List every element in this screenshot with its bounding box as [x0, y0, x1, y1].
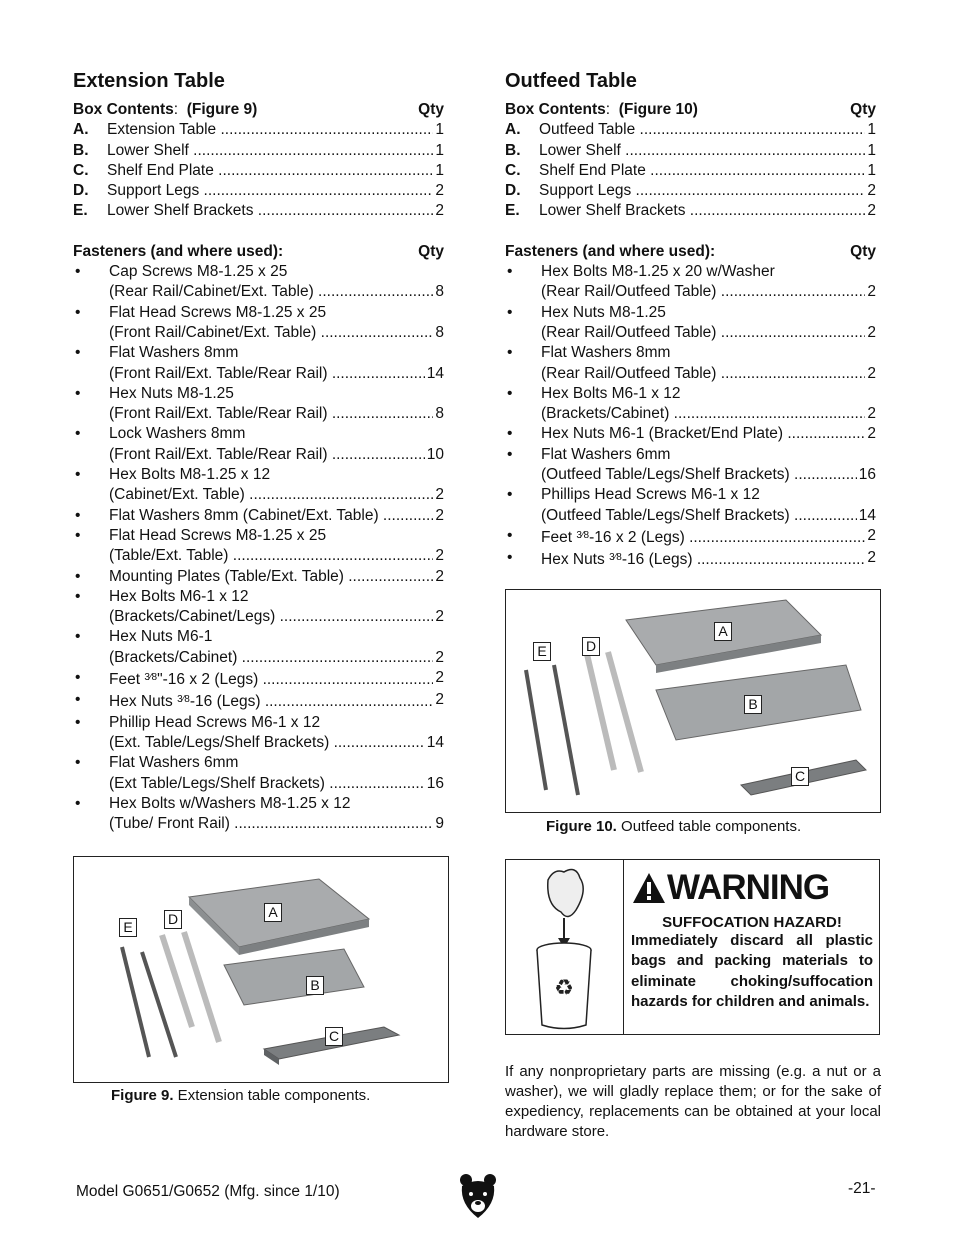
fastener-name: Hex Nuts M8-1.25: [109, 384, 234, 402]
label-e: E: [119, 918, 137, 937]
warning-heading: WARNING: [631, 868, 873, 908]
warning-box: [505, 859, 880, 1035]
item-qty: 2: [867, 202, 876, 220]
fastener-where: (Brackets/Cabinet) .....: [109, 648, 433, 668]
bullet: •: [75, 691, 81, 709]
fastener-location: [505, 364, 876, 384]
bullet: •: [75, 425, 81, 443]
fastener-where: (Outfeed Table/Legs/Shelf Brackets) .....: [541, 506, 857, 526]
fastener-where: (Outfeed Table/Legs/Shelf Brackets) .....: [541, 465, 857, 485]
item-key: D.: [73, 182, 89, 200]
bullet: •: [75, 587, 81, 605]
fastener-qty: 2: [867, 283, 876, 301]
bullet: •: [75, 754, 81, 772]
section-title: Outfeed Table: [505, 70, 637, 92]
item-key: E.: [505, 202, 520, 220]
box-item: [73, 120, 444, 140]
item-qty: 1: [867, 141, 876, 159]
fraction: 3⁄8: [177, 694, 190, 706]
fastener-where: (Tube/ Front Rail) .....: [109, 814, 433, 834]
fastener-where: (Front Rail/Cabinet/Ext. Table) .....: [109, 323, 433, 343]
fastener-where: (Front Rail/Ext. Table/Rear Rail) .....: [109, 404, 433, 424]
box-contents-header: Box Contents: (Figure 10) Qty: [505, 101, 876, 118]
item-name: Extension Table .....: [107, 120, 433, 140]
fastener-name: Phillip Head Screws M6-1 x 12: [109, 713, 321, 731]
item-key: E.: [73, 202, 88, 220]
box-item: [73, 141, 444, 161]
item-key: C.: [73, 161, 89, 179]
item-key: B.: [505, 141, 521, 159]
fastener-qty: 2: [435, 691, 444, 709]
fastener-where: (Cabinet/Ext. Table) .....: [109, 485, 433, 505]
fasteners-list: [505, 262, 876, 570]
fastener-name: Hex Bolts M8-1.25 x 12: [109, 466, 271, 484]
fastener-where: (Rear Rail/Outfeed Table) .....: [541, 323, 865, 343]
fraction: 3⁄8: [609, 552, 622, 564]
fastener-location: [505, 404, 876, 424]
item-qty: 1: [867, 161, 876, 179]
fastener-qty: 10: [426, 445, 444, 463]
fastener-name: Hex Bolts M6-1 x 12: [541, 384, 681, 402]
item-name: Lower Shelf .....: [107, 141, 433, 161]
fastener-name: Feet $^{3⁄8}$-16 x 2 (Legs) .....: [541, 526, 865, 548]
fastener-location: [505, 465, 876, 485]
fastener-item: [505, 424, 876, 444]
box-item: [73, 181, 444, 201]
fastener-location: [73, 648, 444, 668]
fastener-name: Hex Bolts w/Washers M8-1.25 x 12: [109, 794, 351, 812]
bullet: •: [75, 526, 81, 544]
fastener-qty: 8: [435, 283, 444, 301]
fastener-item: [505, 526, 876, 548]
item-name: Lower Shelf Brackets .....: [107, 201, 433, 221]
label-d: D: [582, 637, 600, 656]
fastener-location: [73, 485, 444, 505]
fastener-name: Hex Bolts M6-1 x 12: [109, 587, 249, 605]
fastener-name: Flat Head Screws M8-1.25 x 25: [109, 526, 327, 544]
fastener-item: [505, 384, 876, 404]
svg-text:♻: ♻: [554, 976, 574, 1001]
fastener-qty: 2: [867, 323, 876, 341]
bullet: •: [507, 384, 513, 402]
bullet: •: [75, 628, 81, 646]
fastener-location: [73, 774, 444, 794]
fastener-qty: 2: [435, 567, 444, 585]
trash-bag-icon: [506, 860, 624, 1034]
extension-table-section: [73, 68, 444, 834]
fastener-where: (Table/Ext. Table) .....: [109, 546, 433, 566]
bullet: •: [507, 263, 513, 281]
fastener-name: Lock Washers 8mm: [109, 425, 246, 443]
item-qty: 1: [435, 121, 444, 139]
fastener-item: [73, 506, 444, 526]
fastener-location: [73, 445, 444, 465]
fastener-qty: 2: [435, 608, 444, 626]
fasteners-list: [73, 262, 444, 834]
fastener-location: [505, 506, 876, 526]
fastener-item: [505, 343, 876, 363]
fastener-location: [73, 733, 444, 753]
fastener-qty: 2: [435, 506, 444, 524]
fastener-item: [73, 343, 444, 363]
warning-text: [631, 868, 873, 1012]
fastener-qty: 8: [435, 405, 444, 423]
fastener-where: (Brackets/Cabinet) .....: [541, 404, 865, 424]
fastener-location: [73, 364, 444, 384]
bullet: •: [75, 506, 81, 524]
item-key: B.: [73, 141, 89, 159]
fastener-where: (Front Rail/Ext. Table/Rear Rail) .....: [109, 445, 425, 465]
fastener-item: [73, 794, 444, 814]
section-title: Extension Table: [73, 70, 225, 92]
item-name: Support Legs .....: [107, 181, 433, 201]
fastener-qty: 2: [435, 486, 444, 504]
fastener-item: [73, 526, 444, 546]
item-key: A.: [73, 121, 89, 139]
item-name: Shelf End Plate .....: [107, 161, 433, 181]
fastener-qty: 2: [867, 405, 876, 423]
fastener-item: [73, 587, 444, 607]
fasteners-header: Fasteners (and where used): Qty: [505, 242, 876, 260]
fastener-item: [73, 384, 444, 404]
fastener-item: [73, 668, 444, 690]
fastener-location: [73, 282, 444, 302]
fastener-qty: 14: [858, 506, 876, 524]
fastener-name: Flat Washers 6mm: [541, 445, 671, 463]
bullet: •: [507, 526, 513, 544]
warning-body: Immediately discard all plastic bags and packing materials to eliminate choking/suffocation hazards for children and animals.: [631, 932, 873, 1010]
fastener-qty: 16: [858, 466, 876, 484]
fastener-qty: 9: [435, 815, 444, 833]
bullet: •: [75, 344, 81, 362]
fraction: 3⁄8: [576, 529, 590, 541]
fastener-where: (Front Rail/Ext. Table/Rear Rail) .....: [109, 364, 425, 384]
fastener-location: [73, 404, 444, 424]
fastener-item: [73, 465, 444, 485]
fastener-name: Hex Nuts M8-1.25: [541, 303, 666, 321]
bullet: •: [75, 466, 81, 484]
figure-9-caption: Figure 9. Extension table components.: [111, 1087, 371, 1104]
item-key: C.: [505, 161, 521, 179]
fastener-qty: 14: [426, 364, 444, 382]
box-contents-header: Box Contents: (Figure 9) Qty: [73, 101, 444, 118]
bullet: •: [75, 794, 81, 812]
fastener-qty: 2: [867, 526, 876, 544]
outfeed-table-section: [505, 68, 876, 571]
fastener-name: Cap Screws M8-1.25 x 25: [109, 263, 288, 281]
fastener-where: (Ext. Table/Legs/Shelf Brackets) .....: [109, 733, 425, 753]
item-qty: 2: [867, 182, 876, 200]
fastener-item: [73, 713, 444, 733]
fastener-name: Hex Nuts $^{3⁄8}$-16 (Legs) .....: [109, 690, 433, 712]
fastener-item: [73, 262, 444, 282]
bullet: •: [75, 669, 81, 687]
label-b: B: [306, 976, 324, 995]
bullet: •: [75, 263, 81, 281]
bear-logo-icon: [458, 1172, 498, 1225]
fastener-where: (Rear Rail/Cabinet/Ext. Table) .....: [109, 282, 433, 302]
box-item: [73, 161, 444, 181]
box-contents-list: [505, 120, 876, 221]
fastener-name: Phillips Head Screws M6-1 x 12: [541, 486, 760, 504]
fastener-qty: 14: [426, 733, 444, 751]
item-qty: 1: [435, 161, 444, 179]
bullet: •: [507, 425, 513, 443]
warning-triangle-icon: [631, 871, 667, 905]
item-name: Shelf End Plate .....: [539, 161, 865, 181]
bullet: •: [75, 713, 81, 731]
hazard-title: SUFFOCATION HAZARD!: [662, 914, 842, 931]
figure-10-caption: Figure 10. Outfeed table components.: [546, 818, 802, 835]
box-item: [505, 141, 876, 161]
fasteners-header: Fasteners (and where used): Qty: [73, 242, 444, 260]
fastener-name: Flat Head Screws M8-1.25 x 25: [109, 303, 327, 321]
fastener-qty: 2: [867, 425, 876, 443]
fraction: 3⁄8: [144, 672, 158, 684]
fastener-name: Flat Washers 8mm: [541, 344, 671, 362]
label-a: A: [264, 903, 282, 922]
fastener-item: [505, 445, 876, 465]
fastener-qty: 8: [435, 323, 444, 341]
bullet: •: [75, 567, 81, 585]
item-name: Support Legs .....: [539, 181, 865, 201]
fastener-item: [505, 485, 876, 505]
fastener-where: (Brackets/Cabinet/Legs) .....: [109, 607, 433, 627]
bullet: •: [507, 445, 513, 463]
fastener-name: Hex Nuts $^{3⁄8}$-16 (Legs) .....: [541, 548, 865, 570]
figure-10-image: [505, 589, 881, 813]
fastener-item: [73, 627, 444, 647]
box-item: [505, 161, 876, 181]
box-item: [505, 120, 876, 140]
item-qty: 2: [435, 182, 444, 200]
bullet: •: [507, 549, 513, 567]
missing-parts-note: If any nonproprietary parts are missing (e.g. a nut or a washer), we will gladly replace them; or for the sake of expediency, replacements can be obtained at your local hardware store.: [505, 1063, 881, 1140]
bullet: •: [75, 384, 81, 402]
footer-model: Model G0651/G0652 (Mfg. since 1/10): [76, 1183, 340, 1200]
page-number: -21-: [848, 1180, 876, 1197]
fastener-location: [505, 282, 876, 302]
fastener-name: Hex Bolts M8-1.25 x 20 w/Washer: [541, 263, 775, 281]
fastener-name: Flat Washers 6mm: [109, 754, 239, 772]
label-a: A: [714, 622, 732, 641]
fastener-location: [73, 323, 444, 343]
fastener-name: Feet $^{3⁄8}$"-16 x 2 (Legs) .....: [109, 668, 433, 690]
fastener-item: [73, 567, 444, 587]
fastener-item: [505, 548, 876, 570]
fastener-qty: 2: [435, 648, 444, 666]
box-item: [505, 181, 876, 201]
fastener-location: [73, 814, 444, 834]
fastener-item: [73, 690, 444, 712]
item-name: Lower Shelf .....: [539, 141, 865, 161]
outfeed-table-parts-illustration: [506, 590, 880, 812]
bullet: •: [507, 486, 513, 504]
fastener-where: (Rear Rail/Outfeed Table) .....: [541, 282, 865, 302]
label-c: C: [791, 767, 809, 786]
fastener-where: (Ext Table/Legs/Shelf Brackets) .....: [109, 774, 425, 794]
item-key: A.: [505, 121, 521, 139]
box-contents-list: [73, 120, 444, 221]
item-qty: 1: [867, 121, 876, 139]
label-d: D: [164, 910, 182, 929]
fastener-name: Hex Nuts M6-1 (Bracket/End Plate) .....: [541, 424, 865, 444]
item-name: Lower Shelf Brackets .....: [539, 201, 865, 221]
fastener-item: [73, 424, 444, 444]
extension-table-parts-illustration: [74, 857, 448, 1082]
fastener-item: [73, 303, 444, 323]
fastener-qty: 2: [435, 669, 444, 687]
fastener-name: Flat Washers 8mm (Cabinet/Ext. Table) .....: [109, 506, 433, 526]
item-qty: 2: [435, 202, 444, 220]
box-item: [505, 201, 876, 221]
bullet: •: [507, 344, 513, 362]
fastener-qty: 2: [435, 547, 444, 565]
fastener-qty: 16: [426, 774, 444, 792]
fastener-item: [505, 262, 876, 282]
fastener-location: [505, 323, 876, 343]
item-qty: 1: [435, 141, 444, 159]
item-name: Outfeed Table .....: [539, 120, 865, 140]
fastener-item: [73, 753, 444, 773]
item-key: D.: [505, 182, 521, 200]
fastener-qty: 2: [867, 364, 876, 382]
box-item: [73, 201, 444, 221]
fastener-name: Hex Nuts M6-1: [109, 628, 213, 646]
fastener-qty: 2: [867, 549, 876, 567]
label-c: C: [325, 1027, 343, 1046]
figure-9-image: [73, 856, 449, 1083]
label-e: E: [533, 642, 551, 661]
bullet: •: [75, 303, 81, 321]
bullet: •: [507, 303, 513, 321]
label-b: B: [744, 695, 762, 714]
fastener-location: [73, 607, 444, 627]
fastener-name: Flat Washers 8mm: [109, 344, 239, 362]
fastener-item: [505, 303, 876, 323]
fastener-name: Mounting Plates (Table/Ext. Table) .....: [109, 567, 433, 587]
fastener-location: [73, 546, 444, 566]
fastener-where: (Rear Rail/Outfeed Table) .....: [541, 364, 865, 384]
